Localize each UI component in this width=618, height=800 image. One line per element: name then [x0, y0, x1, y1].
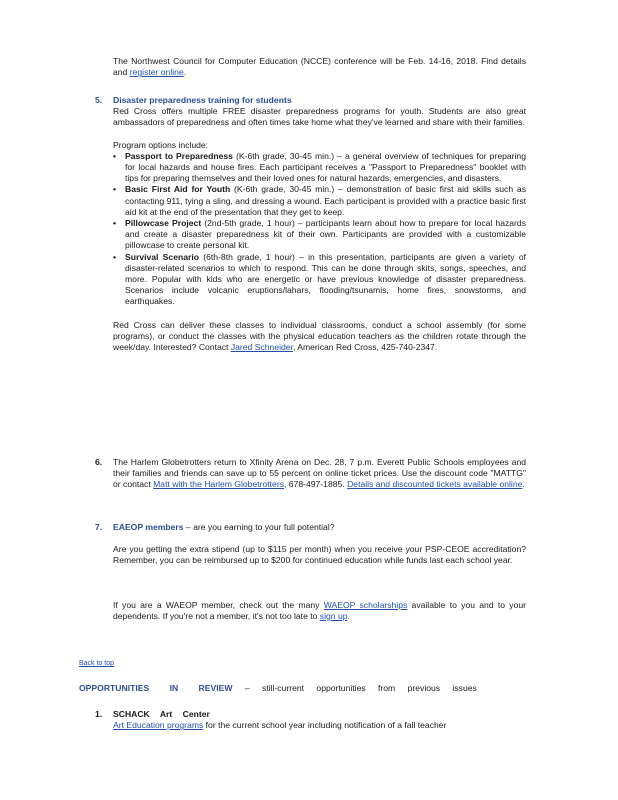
- discounted-tickets-link[interactable]: Details and discounted tickets available online: [347, 479, 523, 490]
- option-survival: [113, 252, 526, 308]
- waeop-paragraph: [113, 600, 526, 622]
- item-1-number: 1.: [95, 709, 103, 719]
- option-name: Passport to Preparedness: [125, 150, 233, 161]
- ncce-text: The Northwest Council for Computer Education (NCCE) conference will be Feb. 14-16, 2018. Find details and: [113, 56, 526, 78]
- option-pillowcase: [113, 218, 526, 252]
- schack-paragraph: [113, 720, 526, 731]
- item-6-block: [113, 457, 526, 491]
- ncce-paragraph: [113, 56, 526, 78]
- option-name: Survival Scenario: [125, 251, 199, 262]
- bullet-icon: •: [113, 251, 117, 262]
- item-5-block: [113, 95, 526, 353]
- item-7-block: [113, 522, 526, 622]
- red-cross-closing: [113, 320, 526, 354]
- globetrotters-text: The Harlem Globetrotters return to Xfinity Arena on Dec. 28, 7 p.m. Everett Public Schools employees and their families and friends can save up to 55 percent on online ticket prices. Use the discount code "MATTG" or contact: [113, 457, 526, 490]
- item-7-number: 7.: [95, 522, 103, 532]
- item-1-block: [113, 709, 526, 731]
- item-5-title: Disaster preparedness training for students: [113, 95, 292, 105]
- schack-title: SCHACK Art Center: [113, 709, 210, 719]
- opportunities-heading: [79, 683, 549, 694]
- schack-text: for the current school year including notification of a fall teacher: [203, 720, 447, 731]
- item-7-title: EAEOP members: [113, 522, 184, 532]
- option-passport: [113, 151, 526, 185]
- globetrotters-end: .: [522, 479, 525, 490]
- opportunities-subtitle: – still-current opportunities from previous issues: [232, 683, 477, 693]
- waeop-text: If you are a WAEOP member, check out the many: [113, 599, 324, 610]
- option-text: (K-6th grade, 30-45 min.) – demonstration of basic first aid skills such as contacting 911, tying a sling, and dressing a wound. Each participant is provided with a practice basic first aid kit at the end of the presentation that they get to keep.: [125, 184, 526, 217]
- waeop-scholarships-link[interactable]: WAEOP scholarships: [323, 599, 408, 610]
- item-7-heading: [113, 522, 526, 533]
- bullet-icon: •: [113, 218, 117, 229]
- bullet-icon: •: [113, 150, 117, 161]
- item-5-number: 5.: [95, 95, 103, 105]
- option-text: (K-6th grade, 30-45 min.) – a general overview of techniques for preparing for local hazards and house fires. Each participant receives a "Passport to Preparedness" booklet with tips for preparing themselves and their loved ones for natural hazards, emergencies, and disasters.: [125, 150, 526, 184]
- globetrotters-paragraph: [113, 457, 526, 491]
- globetrotters-phone: , 678-497-1885.: [284, 479, 348, 490]
- art-education-link[interactable]: Art Education programs: [113, 720, 204, 731]
- item-5-description: Red Cross offers multiple FREE disaster preparedness programs for youth. Students are also great ambassadors of preparedness and often times take home what they've learned and share with their families.: [113, 106, 526, 128]
- program-options-list: [113, 151, 526, 308]
- opportunities-title: OPPORTUNITIES IN REVIEW: [79, 683, 233, 693]
- ncce-end: .: [183, 67, 187, 78]
- bullet-icon: •: [113, 184, 117, 195]
- sign-up-link[interactable]: sign up: [319, 610, 348, 621]
- closing-after: , American Red Cross, 425-740-2347.: [292, 342, 438, 353]
- option-text: (2nd-5th grade, 1 hour) – participants learn about how to prepare for local hazards and create a disaster preparedness kit of their own. Participants are provided with a customizable pillowcase to create personal kit.: [125, 218, 526, 251]
- program-options-label: Program options include:: [113, 139, 209, 150]
- option-name: Basic First Aid for Youth: [125, 184, 231, 195]
- waeop-end: .: [347, 610, 350, 621]
- item-7-title-after: – are you earning to your full potential?: [183, 522, 335, 532]
- register-online-link[interactable]: register online: [129, 67, 184, 78]
- closing-text: Red Cross can deliver these classes to individual classrooms, conduct a school assembly (for some programs), or conduct the classes with the physical education teachers as the children rotate through the week/day. Interested? Contact: [113, 319, 526, 353]
- option-name: Pillowcase Project: [125, 218, 202, 229]
- stipend-paragraph: Are you getting the extra stipend (up to $115 per month) when you receive your PSP-CEOE accreditation? Remember, you can be reimbursed up to $200 for continued education while funds last each school year.: [113, 544, 526, 566]
- back-to-top-link[interactable]: Back to top: [79, 660, 115, 667]
- matt-globetrotters-link[interactable]: Matt with the Harlem Globetrotters: [153, 479, 284, 490]
- jared-schneider-link[interactable]: Jared Schneider: [230, 342, 293, 353]
- waeop-mid: available to you and to your dependents. If you're not a member, it's not too late to: [113, 599, 527, 621]
- item-6-number: 6.: [95, 457, 103, 467]
- option-text: (6th-8th grade, 1 hour) – in this presentation, participants are given a variety of disaster-related scenarios to which to respond. This can be done through skits, songs, speeches, and more. Popular with kids who are energetic or have previous knowledge of disaster preparedness. Scenarios include volcanic eruptions/lahars, flooding/tsunamis, home fires, snowstorms, and earthquakes.: [125, 251, 526, 307]
- option-first-aid: [113, 184, 526, 218]
